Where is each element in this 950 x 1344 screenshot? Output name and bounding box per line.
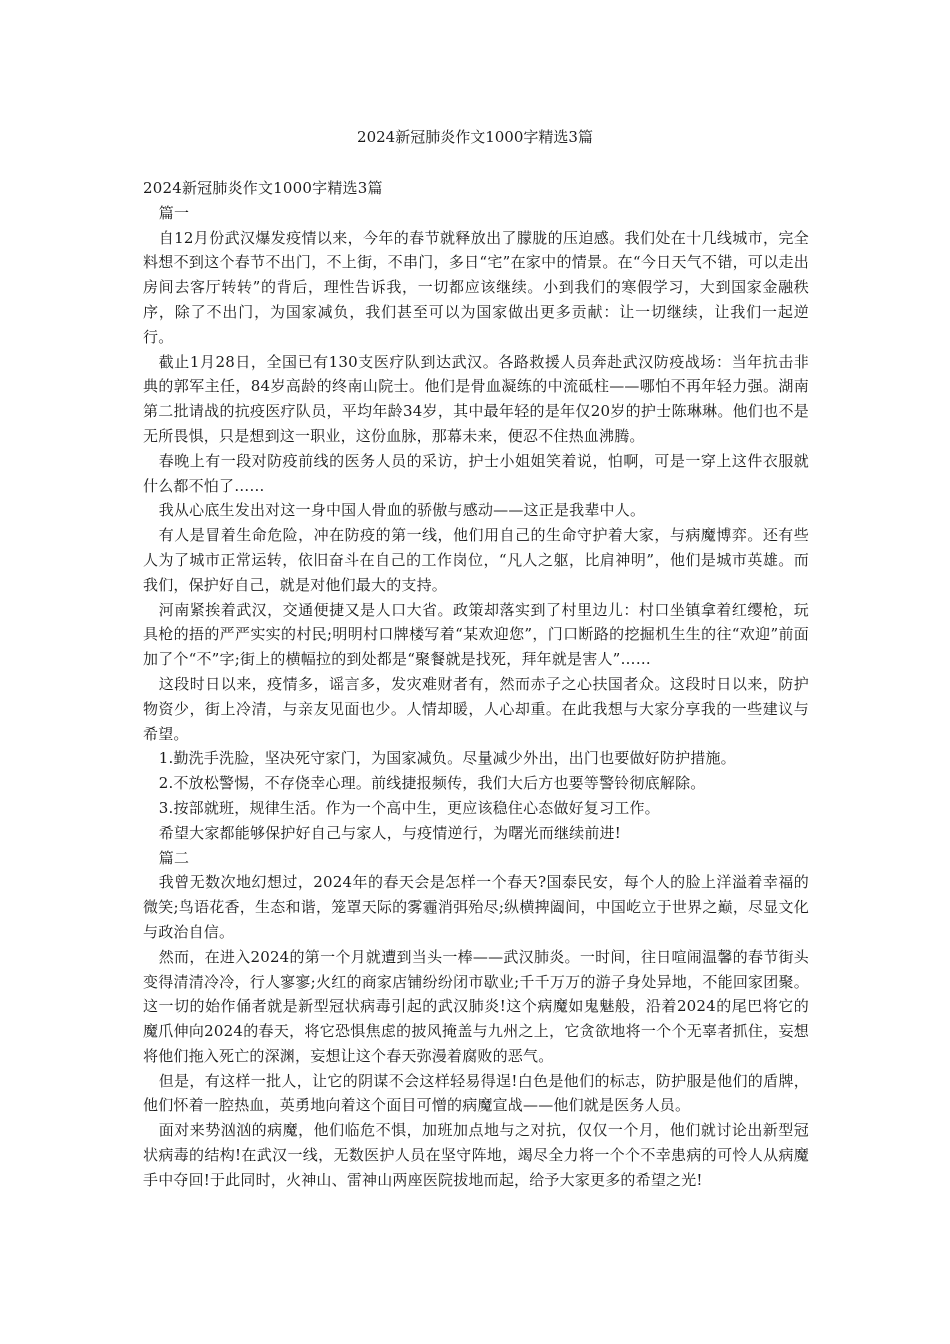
- paragraph: 但是，有这样一批人，让它的阴谋不会这样轻易得逞!白色是他们的标志，防护服是他们的盾牌，他们怀着一腔热血，英勇地向着这个面目可憎的病魔宣战——他们就是医务人员。: [143, 1071, 809, 1115]
- paragraph: 然而，在进入2024的第一个月就遭到当头一棒——武汉肺炎。一时间，往日喧闹温馨的春节街头变得清清冷冷，行人寥寥;火红的商家店铺纷纷闭市歇业;千千万万的游子身处异地，不能回家团聚。这一切的始作俑者就是新型冠状病毒引起的武汉肺炎!这个病魔如鬼魅般，沿着2024的尾巴将它的魔爪伸向2024的春天，将它恐惧焦虑的披风掩盖与九州之上，它贪欲地将一个个无辜者抓住，妄想将他们拖入死亡的深渊，妄想让这个春天弥漫着腐败的恶气。: [143, 947, 809, 1065]
- paragraph: 面对来势汹汹的病魔，他们临危不惧，加班加点地与之对抗，仅仅一个月，他们就讨论出新型冠状病毒的结构!在武汉一线，无数医护人员在坚守阵地，竭尽全力将一个个不幸患病的可怜人从病魔手中夺回!于此同时，火神山、雷神山两座医院拔地而起，给予大家更多的希望之光!: [143, 1121, 809, 1189]
- section-heading: 篇一: [158, 203, 190, 222]
- section-heading: 篇二: [158, 848, 190, 867]
- paragraph: 我曾无数次地幻想过，2024年的春天会是怎样一个春天?国泰民安，每个人的脸上洋溢着幸福的微笑;鸟语花香，生态和谐，笼罩天际的雾霾消弭殆尽;纵横捭阖间，中国屹立于世界之巅，尽显文化与政治自信。: [143, 873, 809, 941]
- list-item: 1.勤洗手洗脸，坚决死守家门，为国家减负。尽量减少外出，出门也要做好防护措施。: [158, 749, 736, 768]
- paragraph: 自12月份武汉爆发疫情以来，今年的春节就释放出了朦胧的压迫感。我们处在十几线城市，完全料想不到这个春节不出门，不上街，不串门，多日“宅”在家中的情景。在“今日天气不错，可以走出房间去客厅转转”的背后，理性告诉我，一切都应该继续。小到我们的寒假学习，大到国家金融秩序，除了不出门，为国家减负，我们甚至可以为国家做出更多贡献：让一切继续，让我们一起逆行。: [143, 228, 809, 346]
- document-title: 2024新冠肺炎作文1000字精选3篇: [357, 128, 593, 146]
- list-item: 2.不放松警惕，不存侥幸心理。前线捷报频传，我们大后方也要等警铃彻底解除。: [158, 774, 706, 793]
- paragraph: 希望大家都能够保护好自己与家人，与疫情逆行，为曙光而继续前进!: [158, 823, 621, 842]
- paragraph: 春晚上有一段对防疫前线的医务人员的采访，护士小姐姐笑着说，怕啊，可是一穿上这件衣服就什么都不怕了……: [143, 451, 809, 495]
- paragraph: 截止1月28日，全国已有130支医疗队到达武汉。各路救援人员奔赴武汉防疫战场：当年抗击非典的郭军主任，84岁高龄的终南山院士。他们是骨血凝练的中流砥柱——哪怕不再年轻力强。湖南第二批请战的抗疫医疗队员，平均年龄34岁，其中最年轻的是年仅20岁的护士陈琳琳。他们也不是无所畏惧，只是想到这一职业，这份血脉，那幕未来，便忍不住热血沸腾。: [143, 352, 809, 445]
- document-subtitle: 2024新冠肺炎作文1000字精选3篇: [143, 179, 383, 197]
- list-item: 3.按部就班，规律生活。作为一个高中生，更应该稳住心态做好复习工作。: [158, 798, 660, 817]
- document-body: [143, 176, 809, 1193]
- paragraph: 我从心底生发出对这一身中国人骨血的骄傲与感动——这正是我辈中人。: [158, 501, 646, 520]
- paragraph: 河南紧挨着武汉，交通便捷又是人口大省。政策却落实到了村里边儿：村口坐镇拿着红缨枪，玩具枪的捂的严严实实的村民;明明村口牌楼写着“某欢迎您”，门口断路的挖掘机生生的往“欢迎”前面加了个“不”字;街上的横幅拉的到处都是“聚餐就是找死，拜年就是害人”……: [143, 600, 809, 669]
- paragraph: 这段时日以来，疫情多，谣言多，发灾难财者有，然而赤子之心扶国者众。这段时日以来，防护物资少，街上冷清，与亲友见面也少。人情却暖，人心却重。在此我想与大家分享我的一些建议与希望。: [143, 674, 809, 743]
- paragraph: 有人是冒着生命危险，冲在防疫的第一线，他们用自己的生命守护着大家，与病魔博弈。还有些人为了城市正常运转，依旧奋斗在自己的工作岗位，“凡人之躯，比肩神明”，他们是城市英雄。而我们，保护好自己，就是对他们最大的支持。: [143, 526, 809, 594]
